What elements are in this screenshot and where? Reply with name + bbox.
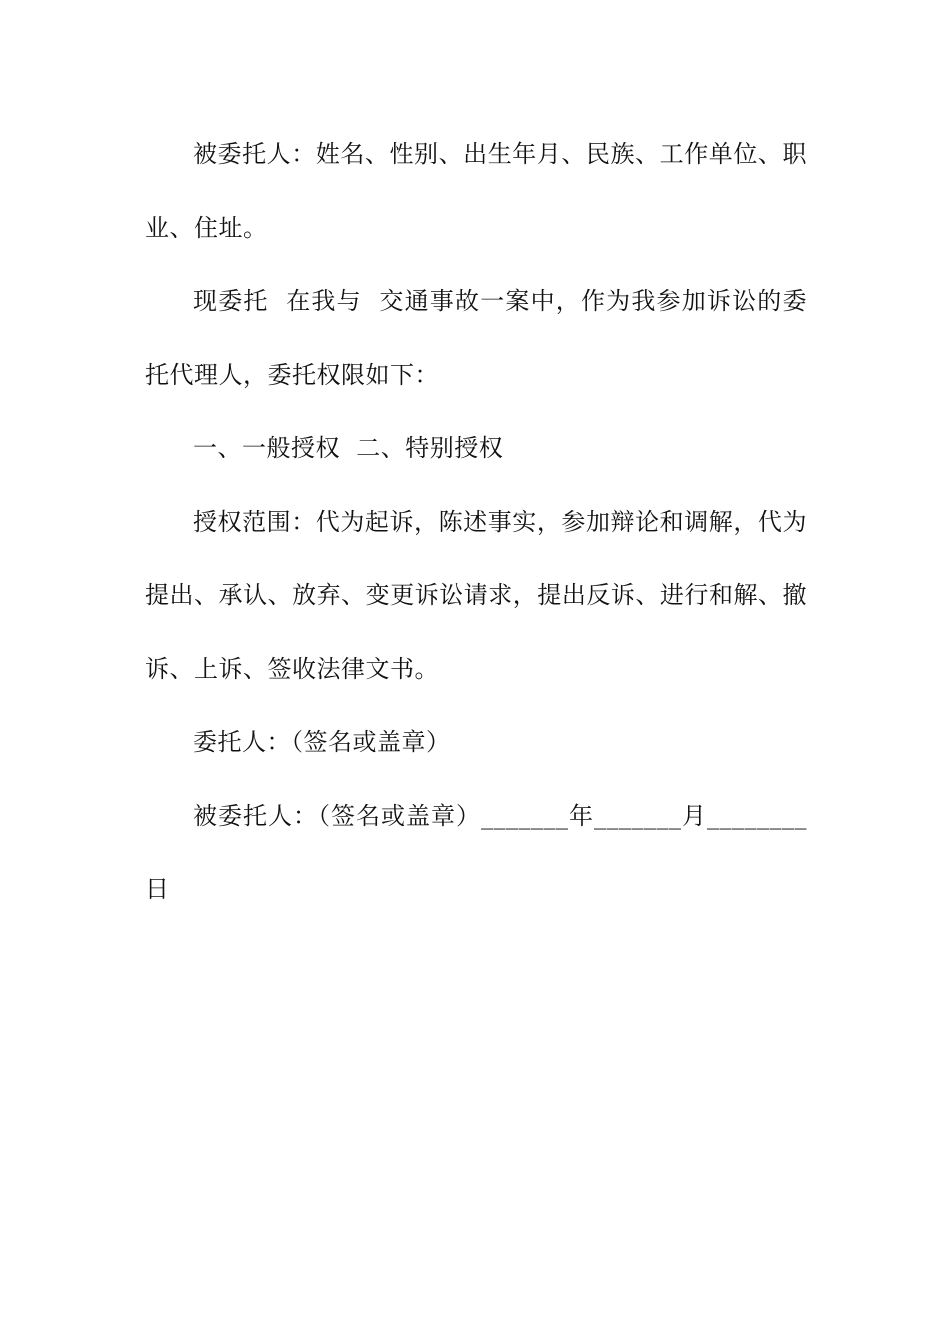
- paragraph-trustee-signature-date: 被委托人：（签名或盖章）_______年_______月________日: [145, 801, 807, 903]
- paragraph-authorization-type: 一、一般授权 二、特别授权: [193, 434, 504, 462]
- paragraph-trustee-info: 被委托人：姓名、性别、出生年月、民族、工作单位、职业、住址。: [145, 140, 807, 242]
- paragraph-authorization-scope: 授权范围：代为起诉，陈述事实，参加辩论和调解，代为提出、承认、放弃、变更诉讼请求，提出反诉、进行和解、撤诉、上诉、签收法律文书。: [145, 507, 807, 683]
- paragraph-entrustment: 现委托 在我与 交通事故一案中，作为我参加诉讼的委托代理人，委托权限如下：: [145, 287, 807, 389]
- paragraph-principal-signature: 委托人：（签名或盖章）: [193, 728, 451, 756]
- document-body: [145, 118, 807, 927]
